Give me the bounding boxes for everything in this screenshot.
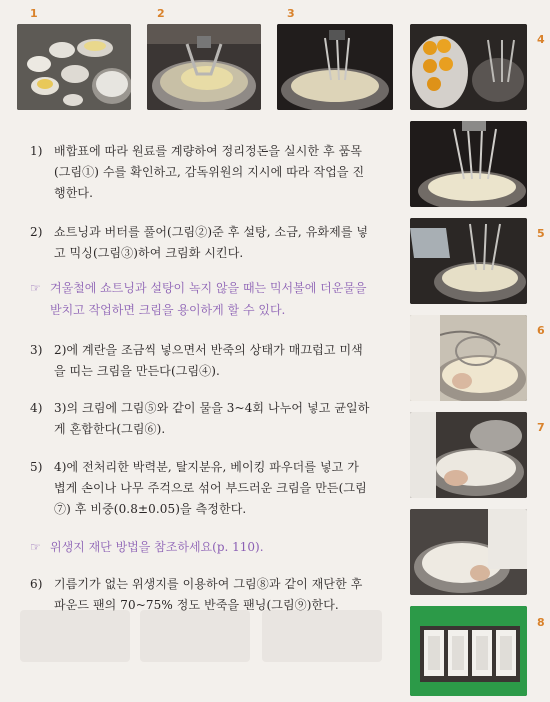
bg-panel-middle [140, 610, 250, 662]
step-2-text: 쇼트닝과 버터를 풀어(그림②)준 후 설탕, 소금, 유화제를 넣고 믹싱(그림③)하여 크림화 시킨다. [54, 225, 369, 260]
bg-panel-right [262, 610, 382, 662]
figure-number-3: 3 [287, 7, 295, 20]
photo-egg-yolks [410, 24, 527, 110]
step-3-label: 3) [30, 343, 43, 357]
photo-flour-cream [410, 509, 527, 595]
step-2-label: 2) [30, 225, 43, 239]
figure-number-5: 5 [537, 227, 545, 240]
step-4-label: 4) [30, 401, 43, 415]
figure-number-6: 6 [537, 324, 545, 337]
step-3-text: 2)에 계란을 조금씩 넣으면서 반죽의 상태가 매끄럽고 미색을 띠는 크림을 만든다(그림④). [54, 343, 363, 378]
photo-whisk-cream [410, 121, 527, 207]
photo-mixer-cream [277, 24, 393, 110]
figure-number-2: 2 [157, 7, 165, 20]
photo-adding-water [410, 218, 527, 304]
step-6-label: 6) [30, 577, 43, 591]
note-paper-reference-text: 위생지 재단 방법을 참조하세요(p. 110). [50, 540, 264, 554]
step-3 [30, 340, 370, 382]
note-winter-text: 겨울철에 쇼트닝과 설탕이 녹지 않을 때는 믹서볼에 더운물을 받치고 작업하면 크림을 용이하게 할 수 있다. [50, 281, 367, 317]
step-4 [30, 398, 370, 440]
step-1-label: 1) [30, 144, 43, 158]
figure-number-7: 7 [537, 421, 545, 434]
figure-number-1: 1 [30, 7, 38, 20]
photo-mixer-butter [147, 24, 261, 110]
figure-number-8: 8 [537, 616, 545, 629]
step-2 [30, 222, 370, 264]
note-winter [30, 277, 380, 321]
photo-hand-mixing [410, 315, 527, 401]
pointing-hand-icon: ☞ [30, 540, 41, 554]
step-4-text: 3)의 크림에 그림⑤와 같이 물을 3~4회 나누어 넣고 균일하게 혼합한다(그림⑥). [54, 401, 370, 436]
bg-panel-left [20, 610, 130, 662]
pointing-hand-icon: ☞ [30, 281, 41, 295]
step-1-text: 배합표에 따라 원료를 계량하여 정리정돈을 실시한 후 품목(그림①) 수를 확인하고, 감독위원의 지시에 따라 작업을 진행한다. [54, 144, 365, 200]
step-1 [30, 141, 370, 204]
step-6 [30, 574, 370, 616]
note-paper-reference [30, 536, 380, 558]
step-6-text: 기름기가 없는 위생지를 이용하여 그림⑧과 같이 재단한 후 파운드 팬의 70~75% 정도 반죽을 팬닝(그림⑨)한다. [54, 577, 363, 612]
step-5 [30, 457, 370, 520]
photo-pound-pans [410, 606, 527, 696]
step-5-text: 4)에 전처리한 박력분, 탈지분유, 베이킹 파우더를 넣고 가볍게 손이나 나무 주걱으로 섞어 부드러운 크림을 만든(그림⑦) 후 비중(0.8±0.05)을 측정한다. [54, 460, 367, 516]
photo-ingredients [17, 24, 131, 110]
step-5-label: 5) [30, 460, 43, 474]
photo-adding-flour [410, 412, 527, 498]
figure-number-4: 4 [537, 33, 545, 46]
